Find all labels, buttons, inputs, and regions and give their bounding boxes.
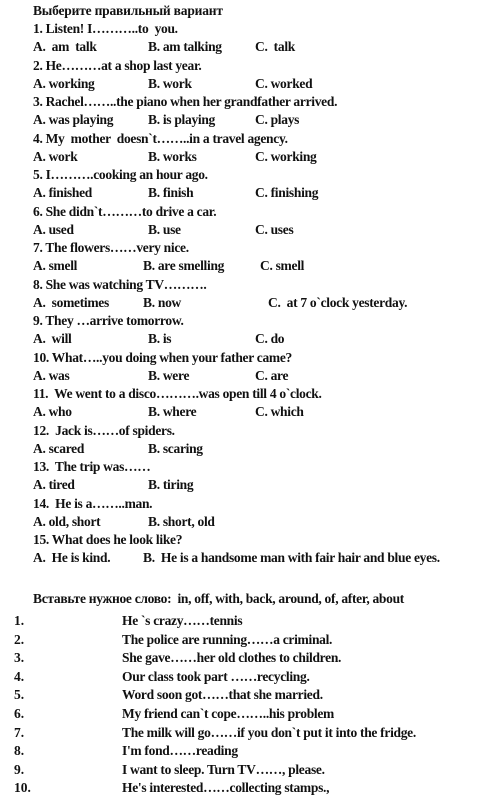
answer-option: B. is playing bbox=[148, 112, 216, 128]
item-number: 4. bbox=[14, 668, 25, 684]
fill-in-sentence: My friend can`t cope……..his problem bbox=[122, 706, 334, 721]
question-text: 11. We went to a disco……….was open till 4 o`clock. bbox=[33, 386, 322, 401]
answer-option: C. are bbox=[255, 367, 289, 383]
answer-option: C. plays bbox=[255, 112, 300, 128]
answer-option: A. am talk bbox=[33, 39, 97, 55]
item-number: 3. bbox=[14, 650, 25, 666]
answer-option: A. finished bbox=[33, 185, 92, 201]
question-text: 4. My mother doesn`t……..in a travel agency. bbox=[33, 130, 288, 146]
answer-option: C. at 7 o`clock yesterday. bbox=[268, 294, 408, 310]
item-number: 6. bbox=[14, 706, 25, 721]
answer-option: B. works bbox=[148, 148, 197, 164]
fill-in-sentence: The milk will go……if you don`t put it into the fridge. bbox=[122, 724, 416, 740]
fill-in-sentence: I want to sleep. Turn TV……, please. bbox=[122, 761, 325, 777]
item-number: 8. bbox=[14, 743, 25, 759]
answer-option: C. worked bbox=[255, 75, 313, 91]
section2-instruction: Вставьте нужное слово: in, off, with, back, around, of, after, about bbox=[33, 591, 404, 606]
question-text: 12. Jack is……of spiders. bbox=[33, 422, 175, 438]
answer-option: B. am talking bbox=[148, 39, 222, 55]
fill-in-sentence: He `s crazy……tennis bbox=[122, 613, 243, 628]
fill-in-sentence: He's interested……collecting stamps., bbox=[122, 780, 330, 796]
question-text: 7. The flowers……very nice. bbox=[33, 240, 189, 255]
answer-option: A. sometimes bbox=[33, 294, 109, 310]
answer-option: B. are smelling bbox=[143, 258, 225, 274]
answer-option: B. finish bbox=[148, 185, 194, 201]
answer-option: A. working bbox=[33, 75, 95, 91]
item-number: 7. bbox=[14, 724, 25, 740]
answer-option: A. He is kind. bbox=[33, 550, 111, 566]
answer-option: A. scared bbox=[33, 440, 85, 456]
answer-option: C. finishing bbox=[255, 185, 319, 201]
answer-option: B. is bbox=[148, 331, 172, 347]
fill-in-sentence: Our class took part ……recycling. bbox=[122, 668, 310, 684]
question-text: 3. Rachel……..the piano when her grandfather arrived. bbox=[33, 94, 338, 109]
answer-option: A. was bbox=[33, 367, 70, 383]
item-number: 10. bbox=[14, 780, 31, 796]
answer-option: C. working bbox=[255, 148, 317, 164]
answer-option: B. were bbox=[148, 367, 190, 383]
question-text: 8. She was watching TV………. bbox=[33, 276, 207, 292]
answer-option: A. will bbox=[33, 331, 72, 347]
answer-option: B. work bbox=[148, 75, 192, 91]
answer-option: A. old, short bbox=[33, 513, 101, 529]
answer-option: A. smell bbox=[33, 258, 78, 274]
answer-option: A. tired bbox=[33, 477, 75, 493]
answer-option: B. where bbox=[148, 404, 197, 420]
item-number: 9. bbox=[14, 761, 25, 777]
question-text: 14. He is a……..man. bbox=[33, 495, 153, 511]
question-text: 15. What does he look like? bbox=[33, 532, 183, 547]
answer-option: B. use bbox=[148, 221, 181, 237]
answer-option: C. uses bbox=[255, 221, 294, 237]
question-text: 5. I……….cooking an hour ago. bbox=[33, 167, 208, 182]
question-text: 9. They …arrive tomorrow. bbox=[33, 313, 184, 328]
question-text: 1. Listen! I………..to you. bbox=[33, 21, 178, 36]
answer-option: A. who bbox=[33, 404, 72, 420]
fill-in-sentence: The police are running……a criminal. bbox=[122, 631, 333, 647]
answer-option: C. do bbox=[255, 331, 285, 347]
answer-option: B. scaring bbox=[148, 440, 203, 456]
answer-option: B. short, old bbox=[148, 513, 215, 529]
question-text: 10. What…..you doing when your father came? bbox=[33, 349, 292, 365]
item-number: 1. bbox=[14, 613, 25, 628]
item-number: 2. bbox=[14, 631, 25, 647]
answer-option: C. talk bbox=[255, 39, 295, 55]
fill-in-sentence: I'm fond……reading bbox=[122, 743, 238, 759]
fill-in-sentence: She gave……her old clothes to children. bbox=[122, 650, 342, 666]
fill-in-sentence: Word soon got……that she married. bbox=[122, 687, 323, 703]
worksheet-title: Выберите правильный вариант bbox=[33, 3, 223, 18]
answer-option: C. which bbox=[255, 404, 304, 420]
question-text: 13. The trip was…… bbox=[33, 459, 151, 474]
answer-option: A. was playing bbox=[33, 112, 114, 128]
item-number: 5. bbox=[14, 687, 25, 703]
answer-option: B. tiring bbox=[148, 477, 194, 493]
answer-option: B. now bbox=[143, 294, 181, 310]
answer-option: B. He is a handsome man with fair hair and blue eyes. bbox=[143, 550, 440, 566]
answer-option: C. smell bbox=[260, 258, 305, 274]
question-text: 6. She didn`t………to drive a car. bbox=[33, 203, 217, 219]
answer-option: A. work bbox=[33, 148, 78, 164]
question-text: 2. He………at a shop last year. bbox=[33, 57, 202, 73]
answer-option: A. used bbox=[33, 221, 74, 237]
